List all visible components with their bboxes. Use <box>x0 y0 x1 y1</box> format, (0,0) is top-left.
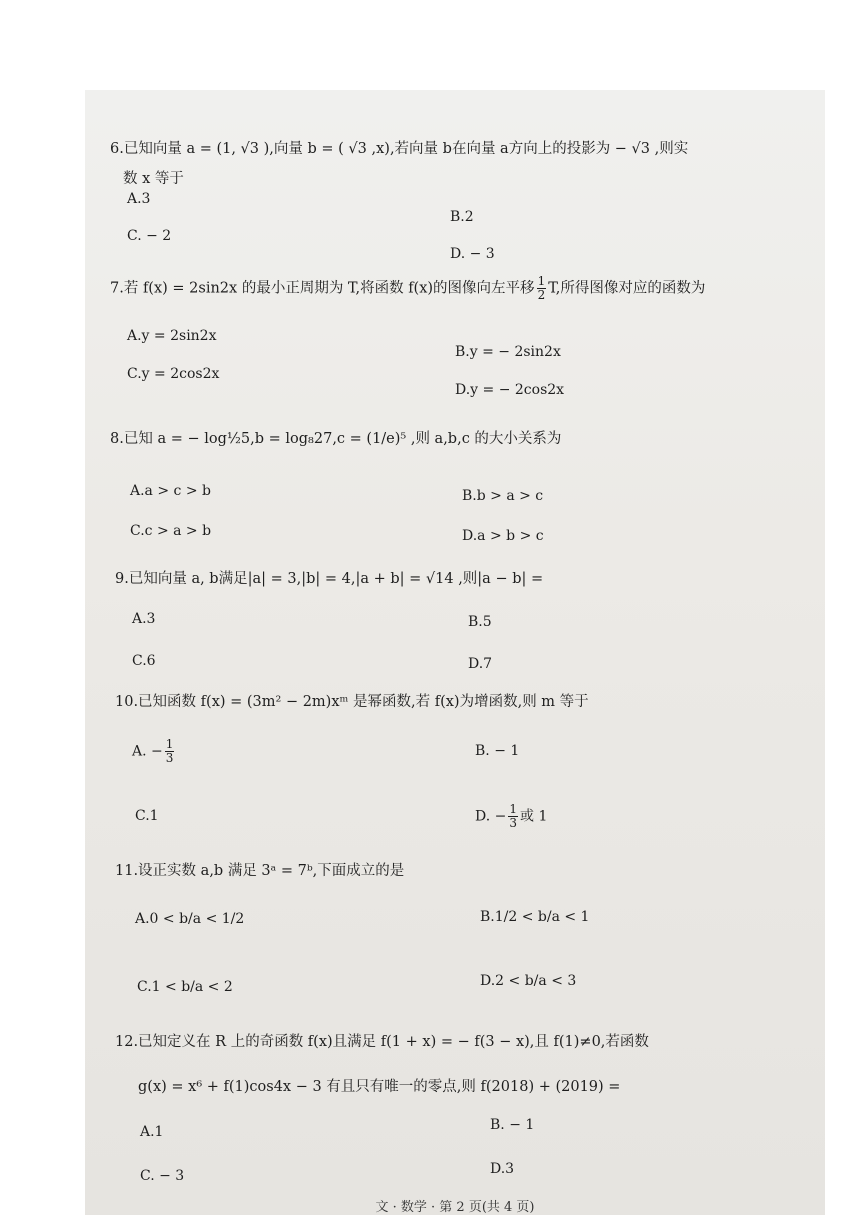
q6-stem-line1: 6.已知向量 a = (1, √3 ),向量 b = ( √3 ,x),若向量 b在向量 a方向上的投影为 − √3 ,则实 <box>110 141 689 157</box>
q10-d-fraction <box>508 803 518 830</box>
q9-stem: 9.已知向量 a, b满足|a| = 3,|b| = 4,|a + b| = √14 ,则|a − b| = <box>115 571 544 587</box>
q6-option-b: B.2 <box>450 209 474 225</box>
q10-a-fraction <box>165 738 175 765</box>
q10-option-d <box>475 803 547 830</box>
q7-stem <box>110 275 705 302</box>
q11-stem: 11.设正实数 a,b 满足 3ᵃ = 7ᵇ,下面成立的是 <box>115 863 405 879</box>
q7-option-a: A.y = 2sin2x <box>127 328 217 344</box>
q7-option-c: C.y = 2cos2x <box>127 366 220 382</box>
q7-frac-num: 1 <box>537 274 546 288</box>
q10-stem: 10.已知函数 f(x) = (3m² − 2m)xᵐ 是幂函数,若 f(x)为增函数,则 m 等于 <box>115 694 589 710</box>
q6-stem-line2: 数 x 等于 <box>123 171 184 187</box>
q12-option-d: D.3 <box>490 1161 515 1177</box>
q10-option-a <box>132 738 176 765</box>
q6-option-d: D. − 3 <box>450 246 495 262</box>
q10-a-num: 1 <box>165 737 174 751</box>
q6-option-a: A.3 <box>127 191 151 207</box>
q6-option-c: C. − 2 <box>127 228 172 244</box>
exam-page <box>85 90 825 1215</box>
q11-option-d: D.2 < b/a < 3 <box>480 973 577 989</box>
q10-option-b: B. − 1 <box>475 743 520 759</box>
q7-frac-den: 2 <box>537 288 546 302</box>
q9-option-b: B.5 <box>468 614 492 630</box>
q10-d-suffix: 或 1 <box>520 808 548 825</box>
q8-option-b: B.b > a > c <box>462 488 544 504</box>
q12-stem-line1: 12.已知定义在 R 上的奇函数 f(x)且满足 f(1 + x) = − f(3 − x),且 f(1)≠0,若函数 <box>115 1034 649 1050</box>
q10-a-prefix: A. − <box>132 743 163 760</box>
q12-stem-line2: g(x) = x⁶ + f(1)cos4x − 3 有且只有唯一的零点,则 f(2018) + (2019) = <box>138 1079 621 1095</box>
q8-option-a: A.a > c > b <box>130 483 211 499</box>
q7-stem-tail: T,所得图像对应的函数为 <box>548 280 706 297</box>
q12-option-c: C. − 3 <box>140 1168 185 1184</box>
q8-option-c: C.c > a > b <box>130 523 212 539</box>
q12-option-b: B. − 1 <box>490 1117 535 1133</box>
q11-option-b: B.1/2 < b/a < 1 <box>480 909 590 925</box>
q12-option-a: A.1 <box>140 1124 164 1140</box>
q7-option-b: B.y = − 2sin2x <box>455 344 561 360</box>
q11-option-c: C.1 < b/a < 2 <box>137 979 233 995</box>
page-footer: 文 · 数学 · 第 2 页(共 4 页) <box>375 1200 535 1215</box>
q10-option-c: C.1 <box>135 808 159 824</box>
q10-d-den: 3 <box>509 816 517 830</box>
q9-option-a: A.3 <box>132 611 156 627</box>
q10-d-prefix: D. − <box>475 808 507 825</box>
q9-option-c: C.6 <box>132 653 156 669</box>
q8-option-d: D.a > b > c <box>462 528 544 544</box>
q9-option-d: D.7 <box>468 656 493 672</box>
q10-a-den: 3 <box>165 751 174 765</box>
q11-option-a: A.0 < b/a < 1/2 <box>135 911 245 927</box>
q8-stem: 8.已知 a = − log½5,b = log₈27,c = (1/e)⁵ ,则 a,b,c 的大小关系为 <box>110 431 562 447</box>
q10-d-num: 1 <box>509 802 517 816</box>
q7-stem-text: 7.若 f(x) = 2sin2x 的最小正周期为 T,将函数 f(x)的图像向左平移 <box>110 280 535 297</box>
q7-fraction <box>537 275 547 302</box>
q7-option-d: D.y = − 2cos2x <box>455 382 565 398</box>
